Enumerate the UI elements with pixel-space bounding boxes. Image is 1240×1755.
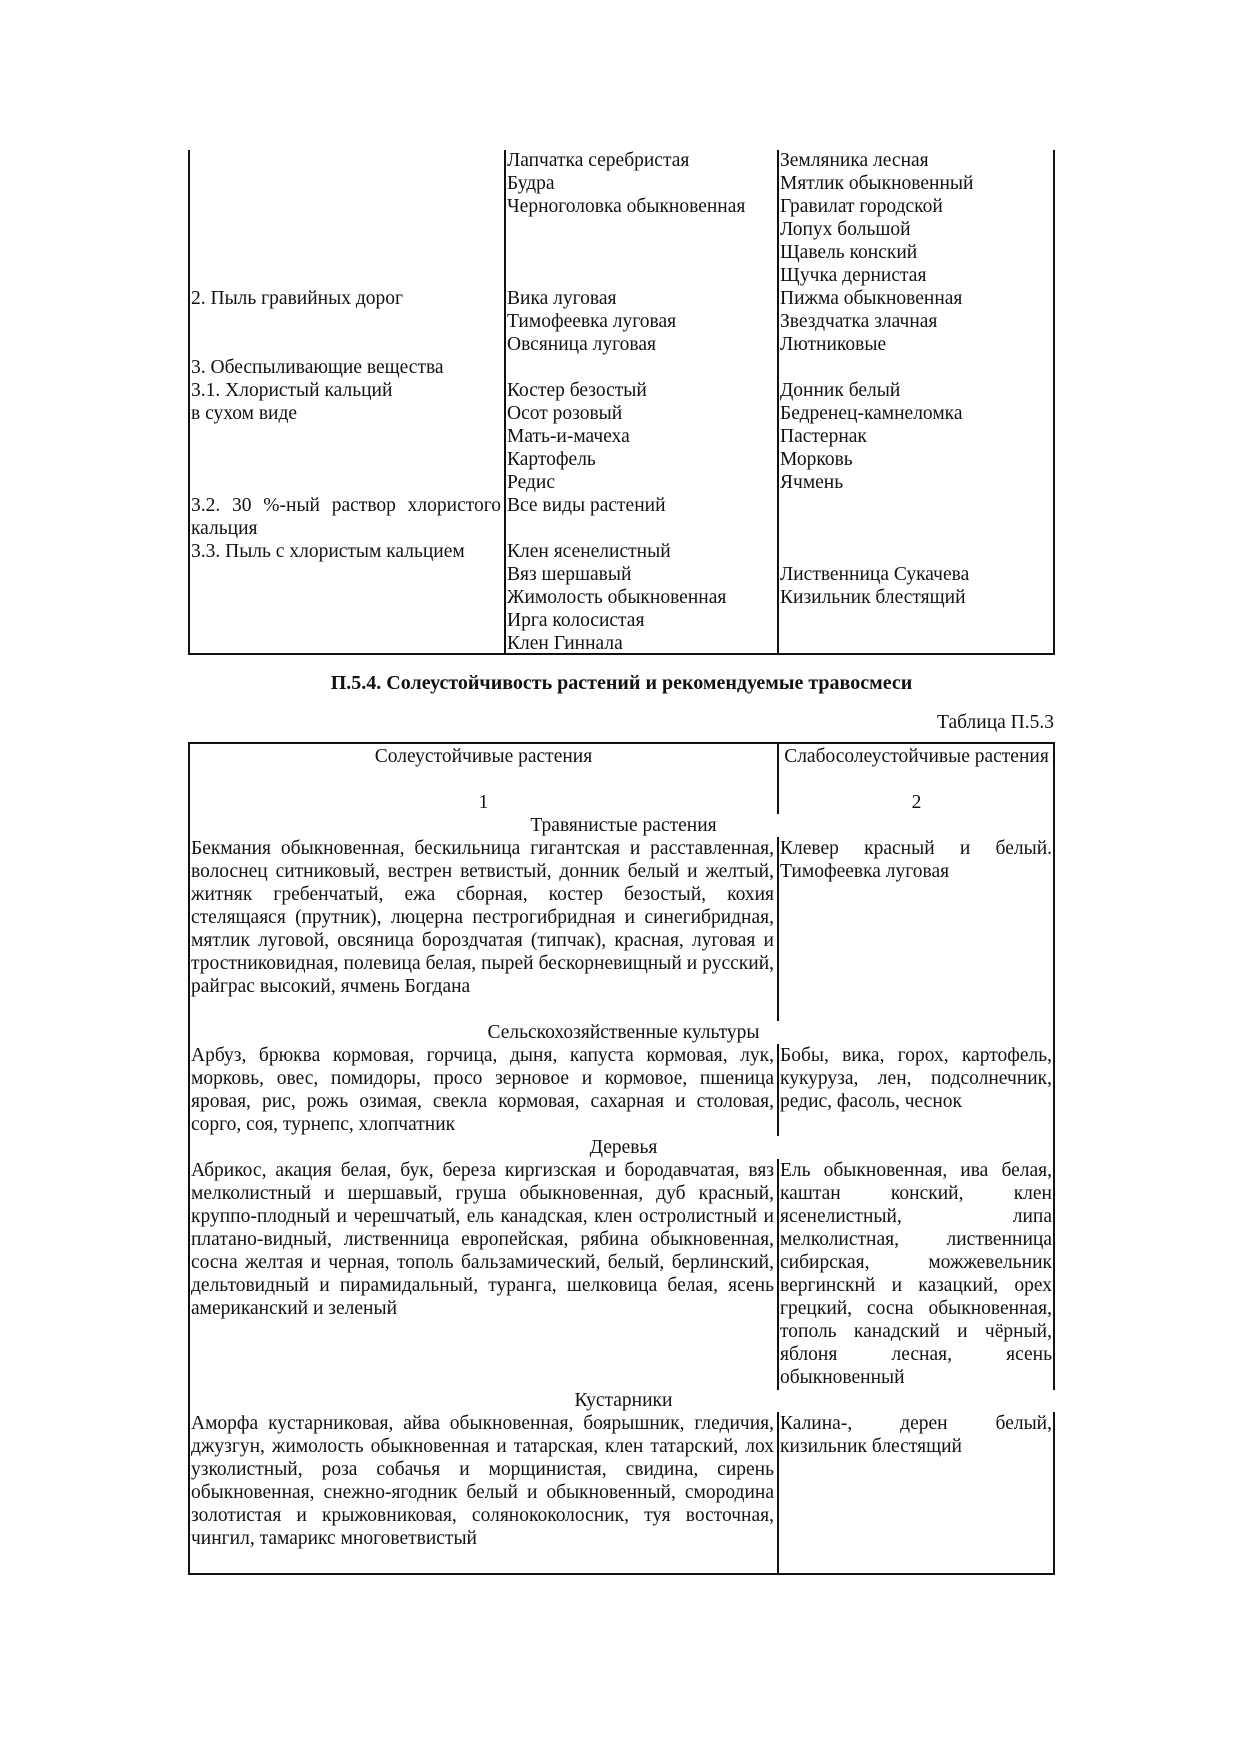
plant-name: Лиственница Сукачева <box>780 564 970 585</box>
weak-herbaceous: Клевер красный и белый. Тимофеевка луговая <box>780 838 1052 882</box>
table2-bottom-border <box>188 1573 1055 1575</box>
pollutant-label: 3. Обеспыливающие вещества <box>191 357 444 378</box>
table2-left-border-seg4 <box>188 1389 190 1574</box>
pollutant-label: 3.3. Пыль с хлористым кальцием <box>191 541 465 562</box>
pollutant-label: 3.1. Хлористый кальций <box>191 380 393 401</box>
plant-name: Щавель конский <box>780 242 918 263</box>
table2-left-border-seg2 <box>188 1044 190 1136</box>
table2-col-divider <box>777 837 779 1021</box>
plant-name: Костер безостый <box>507 380 647 401</box>
table1-right-border <box>1053 150 1055 655</box>
plant-name: Мятлик обыкновенный <box>780 173 974 194</box>
plant-name: Бедренец-камнеломка <box>780 403 963 424</box>
table1-row1-col1 <box>191 287 403 310</box>
column-number-2: 2 <box>911 792 922 813</box>
table1-row0-col2 <box>507 149 745 218</box>
plant-name: Морковь <box>780 449 853 470</box>
plant-name: Картофель <box>507 449 596 470</box>
table1-row3-col2 <box>507 379 647 494</box>
plant-name: Будра <box>507 173 555 194</box>
table2-right-border-seg <box>1053 1412 1055 1574</box>
table1-row3-col1 <box>191 379 392 425</box>
table1-row5-col3 <box>780 540 969 609</box>
table1-row5-col2 <box>507 540 726 655</box>
table1-row4-col1 <box>191 494 501 540</box>
pollutant-label: 2. Пыль гравийных дорог <box>191 288 403 309</box>
plant-name: Тимофеевка луговая <box>507 311 677 332</box>
table1-row2-col1 <box>191 356 444 379</box>
table2-col-divider <box>777 1159 779 1390</box>
plant-name: Щучка дернистая <box>780 265 927 286</box>
plant-name: Жимолость обыкновенная <box>507 587 727 608</box>
table2-right-border-seg <box>1053 837 1055 1021</box>
weak-trees: Ель обыкновенная, ива белая, каштан конский, клен ясенелистный, липа мелколистная, лиственница сибирская, можжевельник вергинскнй и казацкий, орех грецкий, сосна обыкновенная, тополь канадский и чёрный, яблоня лесная, ясень обыкновенный <box>780 1160 1052 1388</box>
plant-name: Осот розовый <box>507 403 623 424</box>
table1-row4-col2 <box>507 494 666 517</box>
tolerant-shrubs: Аморфа кустарниковая, айва обыкновенная, боярышник, гледичия, джузгун, жимолость обыкновенная и татарская, клен татарский, лох узколистный, роза собачья и морщинистая, свидина, сирень обыкновенная, снежно-ягодник белый и обыкновенный, смородина золотистая и крыжовниковая, солянококолосник, туя восточная, чингил, тамарикс многоветвистый <box>191 1413 774 1549</box>
table1-row5-col1 <box>191 540 465 563</box>
weak-shrubs: Калина-, дерен белый, кизильник блестящий <box>780 1413 1052 1457</box>
plant-name: Ячмень <box>780 472 844 493</box>
plant-name: Пижма обыкновенная <box>780 288 963 309</box>
group-title-trees: Деревья <box>589 1137 658 1158</box>
tolerant-trees: Абрикос, акация белая, бук, береза киргизская и бородавчатая, вяз мелколистный и шершавый, груша обыкновенная, дуб красный, круппо-плодный и черешчатый, ель канадская, клен остролистный и платано-видный, лиственница европейская, рябина обыкновенная, сосна желтая и черная, тополь бальзамический, белый, берлинский, дельтовидный и пирамидальный, туранга, шелковица белая, ясень американский и зеленый <box>191 1160 774 1319</box>
table1-row3-col3 <box>780 379 963 494</box>
group-title-crops: Сельскохозяйственные культуры <box>487 1022 760 1043</box>
plant-name: Черноголовка обыкновенная <box>507 196 746 217</box>
plant-name: Пастернак <box>780 426 867 447</box>
plant-name: Редис <box>507 472 555 493</box>
table1-col-divider-1 <box>504 150 506 655</box>
table2-col-divider <box>777 1412 779 1574</box>
pollutant-label: 3.2. 30 %-ный раствор хлористого кальция <box>191 495 501 539</box>
table1-row1-col2 <box>507 287 676 356</box>
plant-name: Звездчатка злачная <box>780 311 938 332</box>
plant-name <box>780 540 969 563</box>
plant-name: Вяз шершавый <box>507 564 632 585</box>
plant-name: Земляника лесная <box>780 150 929 171</box>
pollutant-label: в сухом виде <box>191 403 298 424</box>
table2-col-divider-header <box>777 742 779 814</box>
table-label: Таблица П.5.3 <box>937 712 1054 733</box>
plant-name: Клен ясенелистный <box>507 541 671 562</box>
group-title-shrubs: Кустарники <box>574 1390 673 1411</box>
table2-right-border-seg <box>1053 1136 1055 1390</box>
plant-name: Клен Гиннала <box>507 633 623 654</box>
plant-name: Донник белый <box>780 380 901 401</box>
plant-name: Гравилат городской <box>780 196 943 217</box>
table2-col-divider <box>777 1044 779 1136</box>
table1-row0-col3 <box>780 149 973 287</box>
plant-name: Лопух большой <box>780 219 911 240</box>
table2-left-border-seg3 <box>188 1136 190 1390</box>
weak-crops: Бобы, вика, горох, картофель, кукуруза, лен, подсолнечник, редис, фасоль, чеснок <box>780 1045 1052 1112</box>
plant-name: Кизильник блестящий <box>780 587 966 608</box>
column-number-1: 1 <box>478 792 489 813</box>
plant-name: Вика луговая <box>507 288 617 309</box>
header-weak: Слабосолеустойчивые растения <box>784 746 1049 767</box>
table2-right-border-seg <box>1053 1044 1055 1136</box>
plant-name: Все виды растений <box>507 495 666 516</box>
table1-col-divider-2 <box>777 150 779 655</box>
tolerant-crops: Арбуз, брюква кормовая, горчица, дыня, капуста кормовая, лук, морковь, овес, помидоры, просо зерновое и кормовое, пшеница яровая, рис, рожь озимая, свекла кормовая, сахарная и столовая, сорго, соя, турнепс, хлопчатник <box>191 1045 774 1135</box>
section-heading: П.5.4. Солеустойчивость растений и рекомендуемые травосмеси <box>330 672 913 694</box>
plant-name: Овсяница луговая <box>507 334 656 355</box>
table2-top-border <box>188 742 1055 744</box>
plant-name: Мать-и-мачеха <box>507 426 630 447</box>
plant-name: Лапчатка серебристая <box>507 150 690 171</box>
header-tolerant: Солеустойчивые растения <box>374 746 593 767</box>
plant-name: Ирга колосистая <box>507 610 645 631</box>
plant-name: Лютниковые <box>780 334 887 355</box>
tolerant-herbaceous: Бекмания обыкновенная, бескильница гигантская и расставленная, волоснец ситниковый, вестрен ветвистый, донник белый и желтый, житняк гребенчатый, ежа сборная, костер безостый, кохия стелящаяся (прутник), люцерна пестрогибридная и синегибридная, мятлик луговой, овсяница бороздчатая (типчак), красная, луговая и тростниковидная, полевица белая, пырей бескорневищный и русский, райграс высокий, ячмень Богдана <box>191 838 774 997</box>
table1-left-border <box>188 150 190 655</box>
table1-row1-col3 <box>780 287 962 356</box>
group-title-herbaceous: Травянистые растения <box>530 815 717 836</box>
